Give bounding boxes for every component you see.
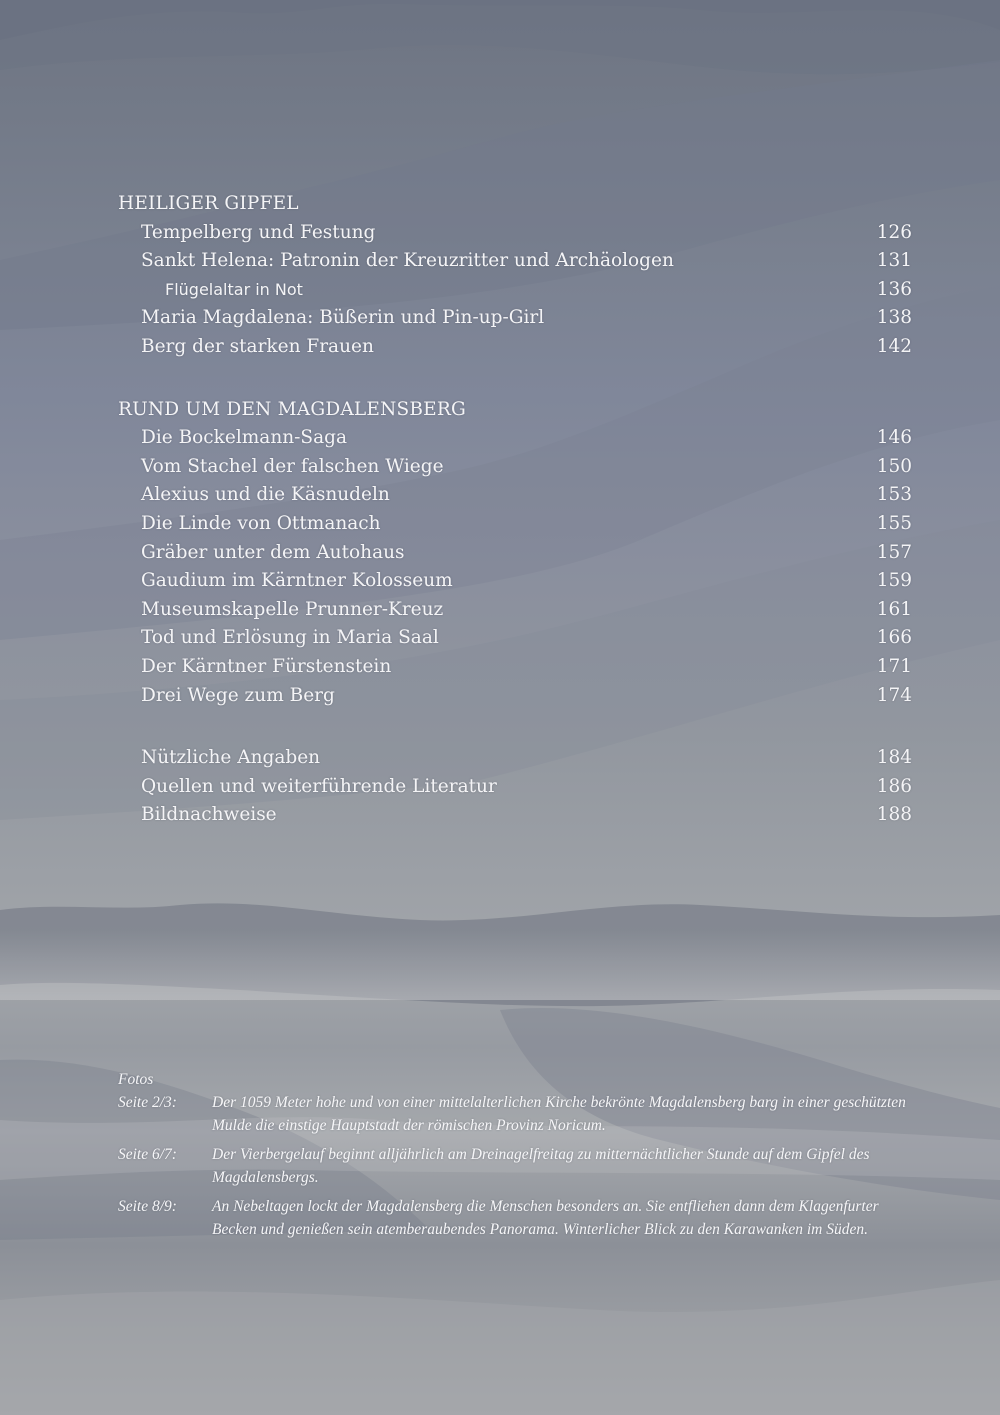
entry-title: Sankt Helena: Patronin der Kreuzritter und Archäologen bbox=[141, 250, 674, 272]
entry-page: 184 bbox=[876, 747, 912, 769]
entry-page: 188 bbox=[876, 804, 912, 826]
entry-page: 174 bbox=[876, 684, 912, 706]
toc-section bbox=[118, 396, 912, 711]
toc-entry[interactable] bbox=[118, 653, 912, 682]
entry-title: Museumskapelle Prunner-Kreuz bbox=[141, 598, 444, 620]
toc-entry[interactable] bbox=[118, 247, 912, 276]
entry-page: 136 bbox=[876, 278, 912, 300]
toc-section-appendix bbox=[118, 744, 912, 830]
caption-text: Der 1059 Meter hohe und von einer mittelalterlichen Kirche bekrönte Magdalensberg barg in einer geschützten Mulde die einstige Hauptstadt der römischen Provinz Noricum. bbox=[212, 1094, 906, 1134]
entry-title: Gräber unter dem Autohaus bbox=[141, 541, 405, 563]
toc-entry[interactable] bbox=[118, 682, 912, 711]
toc-subentry[interactable] bbox=[118, 276, 912, 305]
entry-title: Nützliche Angaben bbox=[141, 747, 321, 769]
caption-text: Der Vierbergelauf beginnt alljährlich am Dreinagelfreitag zu mitternächtlicher Stunde auf dem Gipfel des Magdalensbergs. bbox=[212, 1146, 870, 1186]
caption-text: An Nebeltagen lockt der Magdalensberg die Menschen besonders an. Sie entfliehen dann dem Klagenfurter Becken und genießen sein atemberaubendes Panorama. Winterlicher Blick zu den Karawanken im Süden. bbox=[212, 1198, 879, 1238]
toc-entry[interactable] bbox=[118, 773, 912, 802]
toc-entry[interactable] bbox=[118, 567, 912, 596]
entry-title: Die Linde von Ottmanach bbox=[141, 512, 381, 534]
section-heading: RUND UM DEN MAGDALENSBERG bbox=[118, 398, 466, 420]
toc-section bbox=[118, 190, 912, 362]
entry-page: 166 bbox=[876, 627, 912, 649]
entry-title: Alexius und die Käsnudeln bbox=[141, 484, 390, 506]
entry-page: 157 bbox=[876, 541, 912, 563]
entry-title: Gaudium im Kärntner Kolosseum bbox=[141, 570, 453, 592]
entry-title: Berg der starken Frauen bbox=[141, 335, 374, 357]
caption-page-ref: Seite 8/9: bbox=[118, 1198, 177, 1215]
table-of-contents bbox=[118, 190, 912, 864]
entry-title: Vom Stachel der falschen Wiege bbox=[141, 455, 444, 477]
caption-page-ref: Seite 2/3: bbox=[118, 1094, 177, 1111]
caption-item bbox=[118, 1195, 918, 1241]
entry-page: 138 bbox=[876, 307, 912, 329]
captions-title: Fotos bbox=[118, 1071, 154, 1088]
toc-entry[interactable] bbox=[118, 510, 912, 539]
entry-title: Quellen und weiterführende Literatur bbox=[141, 775, 497, 797]
entry-page: 131 bbox=[876, 250, 912, 272]
toc-entry[interactable] bbox=[118, 304, 912, 333]
caption-page-ref: Seite 6/7: bbox=[118, 1146, 177, 1163]
entry-page: 126 bbox=[876, 221, 912, 243]
entry-page: 161 bbox=[876, 598, 912, 620]
entry-title: Maria Magdalena: Büßerin und Pin-up-Girl bbox=[141, 307, 545, 329]
entry-page: 146 bbox=[876, 427, 912, 449]
entry-title: Drei Wege zum Berg bbox=[141, 684, 335, 706]
toc-entry[interactable] bbox=[118, 219, 912, 248]
toc-entry[interactable] bbox=[118, 481, 912, 510]
entry-title: Tempelberg und Festung bbox=[141, 221, 376, 243]
caption-item bbox=[118, 1143, 918, 1189]
toc-entry[interactable] bbox=[118, 424, 912, 453]
toc-entry[interactable] bbox=[118, 333, 912, 362]
photo-captions bbox=[118, 1068, 918, 1247]
toc-entry[interactable] bbox=[118, 453, 912, 482]
toc-entry[interactable] bbox=[118, 801, 912, 830]
toc-entry[interactable] bbox=[118, 624, 912, 653]
entry-page: 155 bbox=[876, 512, 912, 534]
entry-title: Die Bockelmann-Saga bbox=[141, 427, 347, 449]
toc-entry[interactable] bbox=[118, 744, 912, 773]
entry-title: Flügelaltar in Not bbox=[165, 279, 303, 299]
entry-page: 142 bbox=[876, 335, 912, 357]
entry-page: 153 bbox=[876, 484, 912, 506]
entry-page: 159 bbox=[876, 570, 912, 592]
entry-page: 171 bbox=[876, 655, 912, 677]
entry-title: Der Kärntner Fürstenstein bbox=[141, 655, 392, 677]
toc-entry[interactable] bbox=[118, 539, 912, 568]
entry-page: 186 bbox=[876, 775, 912, 797]
section-heading: HEILIGER GIPFEL bbox=[118, 193, 299, 214]
entry-title: Tod und Erlösung in Maria Saal bbox=[141, 627, 439, 649]
entry-title: Bildnachweise bbox=[141, 804, 277, 826]
entry-page: 150 bbox=[876, 455, 912, 477]
toc-entry[interactable] bbox=[118, 596, 912, 625]
caption-item bbox=[118, 1091, 918, 1137]
